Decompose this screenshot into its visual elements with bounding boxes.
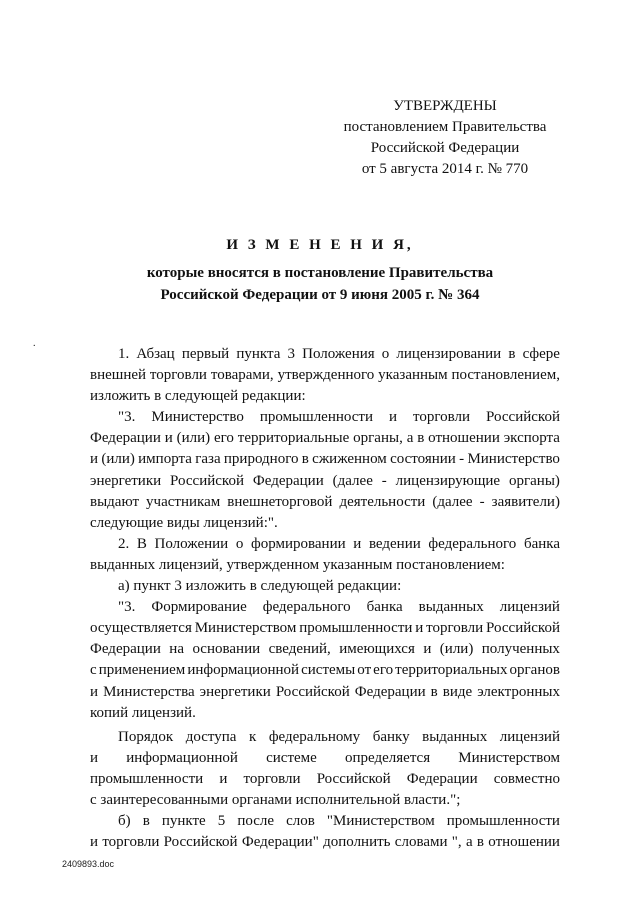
subtitle-line: которые вносятся в постановление Правительства xyxy=(146,265,494,281)
body-line: "3. Министерство промышленности и торговли Российской xyxy=(118,409,560,426)
body-line: изложить в следующей редакции: xyxy=(90,388,306,405)
body-line: "3. Формирование федерального банка выданных лицензий xyxy=(118,599,560,616)
approval-heading: УТВЕРЖДЕНЫ xyxy=(393,98,497,114)
subtitle-line: Российской Федерации от 9 июня 2005 г. № 364 xyxy=(160,287,480,303)
body-line: копий лицензий. xyxy=(90,704,196,721)
approval-line: Российской Федерации xyxy=(370,140,520,156)
body-line: и Министерства энергетики Российской Федерации в виде электронных xyxy=(90,683,560,700)
body-line: выданных лицензий, утвержденном указанным постановлением: xyxy=(90,556,505,573)
body-line: энергетики Российской Федерации (далее - лицензирующие органы) xyxy=(90,472,560,489)
body-line: Федерации на основании сведений, имеющихся и (или) полученных xyxy=(90,641,560,658)
margin-mark: . xyxy=(33,338,36,349)
body-line: 2. В Положении о формировании и ведении федерального банка xyxy=(118,535,560,552)
body-line: выдают участникам внешнеторговой деятельности (далее - заявители) xyxy=(90,493,560,510)
body-line: с заинтересованными органами исполнительной власти."; xyxy=(90,791,461,808)
body-line: а) пункт 3 изложить в следующей редакции: xyxy=(118,578,402,595)
body-line: и (или) импорта газа природного в сжиженном состоянии - Министерство xyxy=(90,451,560,468)
body-line: б) в пункте 5 после слов "Министерством промышленности xyxy=(118,813,560,830)
approval-date-number: от 5 августа 2014 г. № 770 xyxy=(361,161,529,177)
body-line: внешней торговли товарами, утвержденного указанным постановлением, xyxy=(90,367,560,384)
document-title: И З М Е Н Е Н И Я, xyxy=(226,237,414,253)
body-line: и информационной системе определяется Министерством xyxy=(90,749,560,766)
body-line: 1. Абзац первый пункта 3 Положения о лицензировании в сфере xyxy=(118,346,560,362)
body-line: осуществляется Министерством промышленности и торговли Российской xyxy=(90,620,560,637)
body-line: промышленности и торговли Российской Федерации совместно xyxy=(90,770,560,787)
body-line: с применением информационной системы от его территориальных органов xyxy=(90,662,560,679)
document-body xyxy=(90,344,560,853)
approval-line: постановлением Правительства xyxy=(343,119,547,135)
body-line: и торговли Российской Федерации" дополнить словами ", а в отношении xyxy=(90,834,560,851)
body-line: Федерации и (или) его территориальные органы, а в отношении экспорта xyxy=(90,430,560,447)
file-name-footer: 2409893.doc xyxy=(62,859,115,869)
body-line: следующие виды лицензий:". xyxy=(90,514,278,531)
body-line: Порядок доступа к федеральному банку выданных лицензий xyxy=(118,728,560,745)
